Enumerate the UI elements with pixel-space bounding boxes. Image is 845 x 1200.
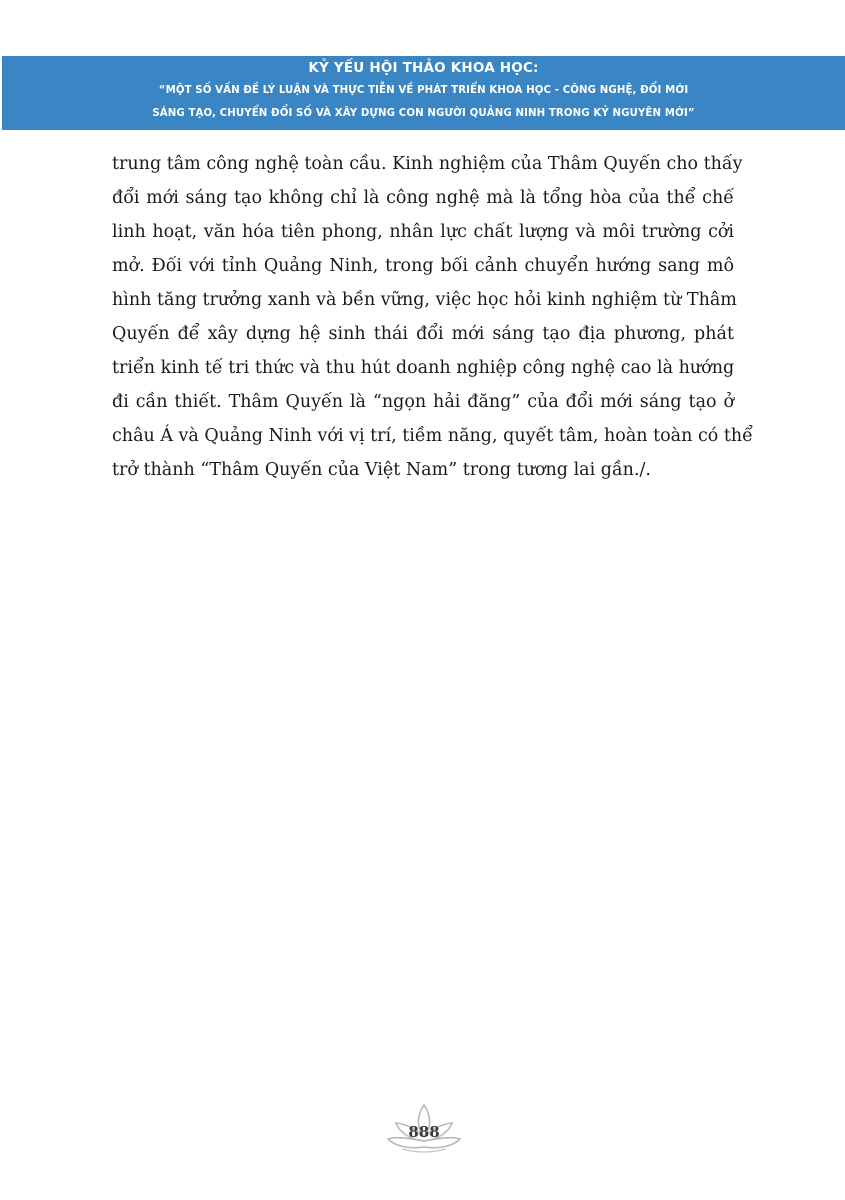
header-banner — [2, 56, 845, 130]
body-line: đổi mới sáng tạo không chỉ là công nghệ mà là tổng hòa của thể chế — [112, 188, 734, 208]
body-line: châu Á và Quảng Ninh với vị trí, tiềm năng, quyết tâm, hoàn toàn có thể — [112, 426, 753, 446]
header-subtitle-line-1: “MỘT SỐ VẤN ĐỀ LÝ LUẬN VÀ THỰC TIỄN VỀ PHÁT TRIỂN KHOA HỌC - CÔNG NGHỆ, ĐỔI MỚI — [158, 85, 689, 96]
header-title: KỶ YẾU HỘI THẢO KHOA HỌC: — [308, 60, 539, 76]
body-line: triển kinh tế tri thức và thu hút doanh nghiệp công nghệ cao là hướng — [112, 358, 735, 378]
body-line: Quyến để xây dựng hệ sinh thái đổi mới sáng tạo địa phương, phát — [112, 324, 734, 344]
body-paragraph — [112, 147, 753, 487]
body-line-last: trở thành “Thâm Quyến của Việt Nam” trong tương lai gần./. — [112, 460, 651, 480]
body-line: hình tăng trưởng xanh và bền vững, việc học hỏi kinh nghiệm từ Thâm — [112, 290, 737, 310]
body-line: đi cần thiết. Thâm Quyến là “ngọn hải đăng” của đổi mới sáng tạo ở — [112, 392, 734, 412]
body-line: linh hoạt, văn hóa tiên phong, nhân lực chất lượng và môi trường cởi — [112, 222, 734, 242]
body-line: mở. Đối với tỉnh Quảng Ninh, trong bối cảnh chuyển hướng sang mô — [112, 256, 734, 276]
page-footer — [386, 1103, 462, 1155]
body-line: trung tâm công nghệ toàn cầu. Kinh nghiệm của Thâm Quyến cho thấy — [112, 154, 743, 174]
header-subtitle-line-2: SÁNG TẠO, CHUYỂN ĐỔI SỐ VÀ XÂY DỰNG CON NGƯỜI QUẢNG NINH TRONG KỶ NGUYÊN MỚI” — [152, 108, 695, 119]
page-number: 888 — [408, 1123, 440, 1141]
